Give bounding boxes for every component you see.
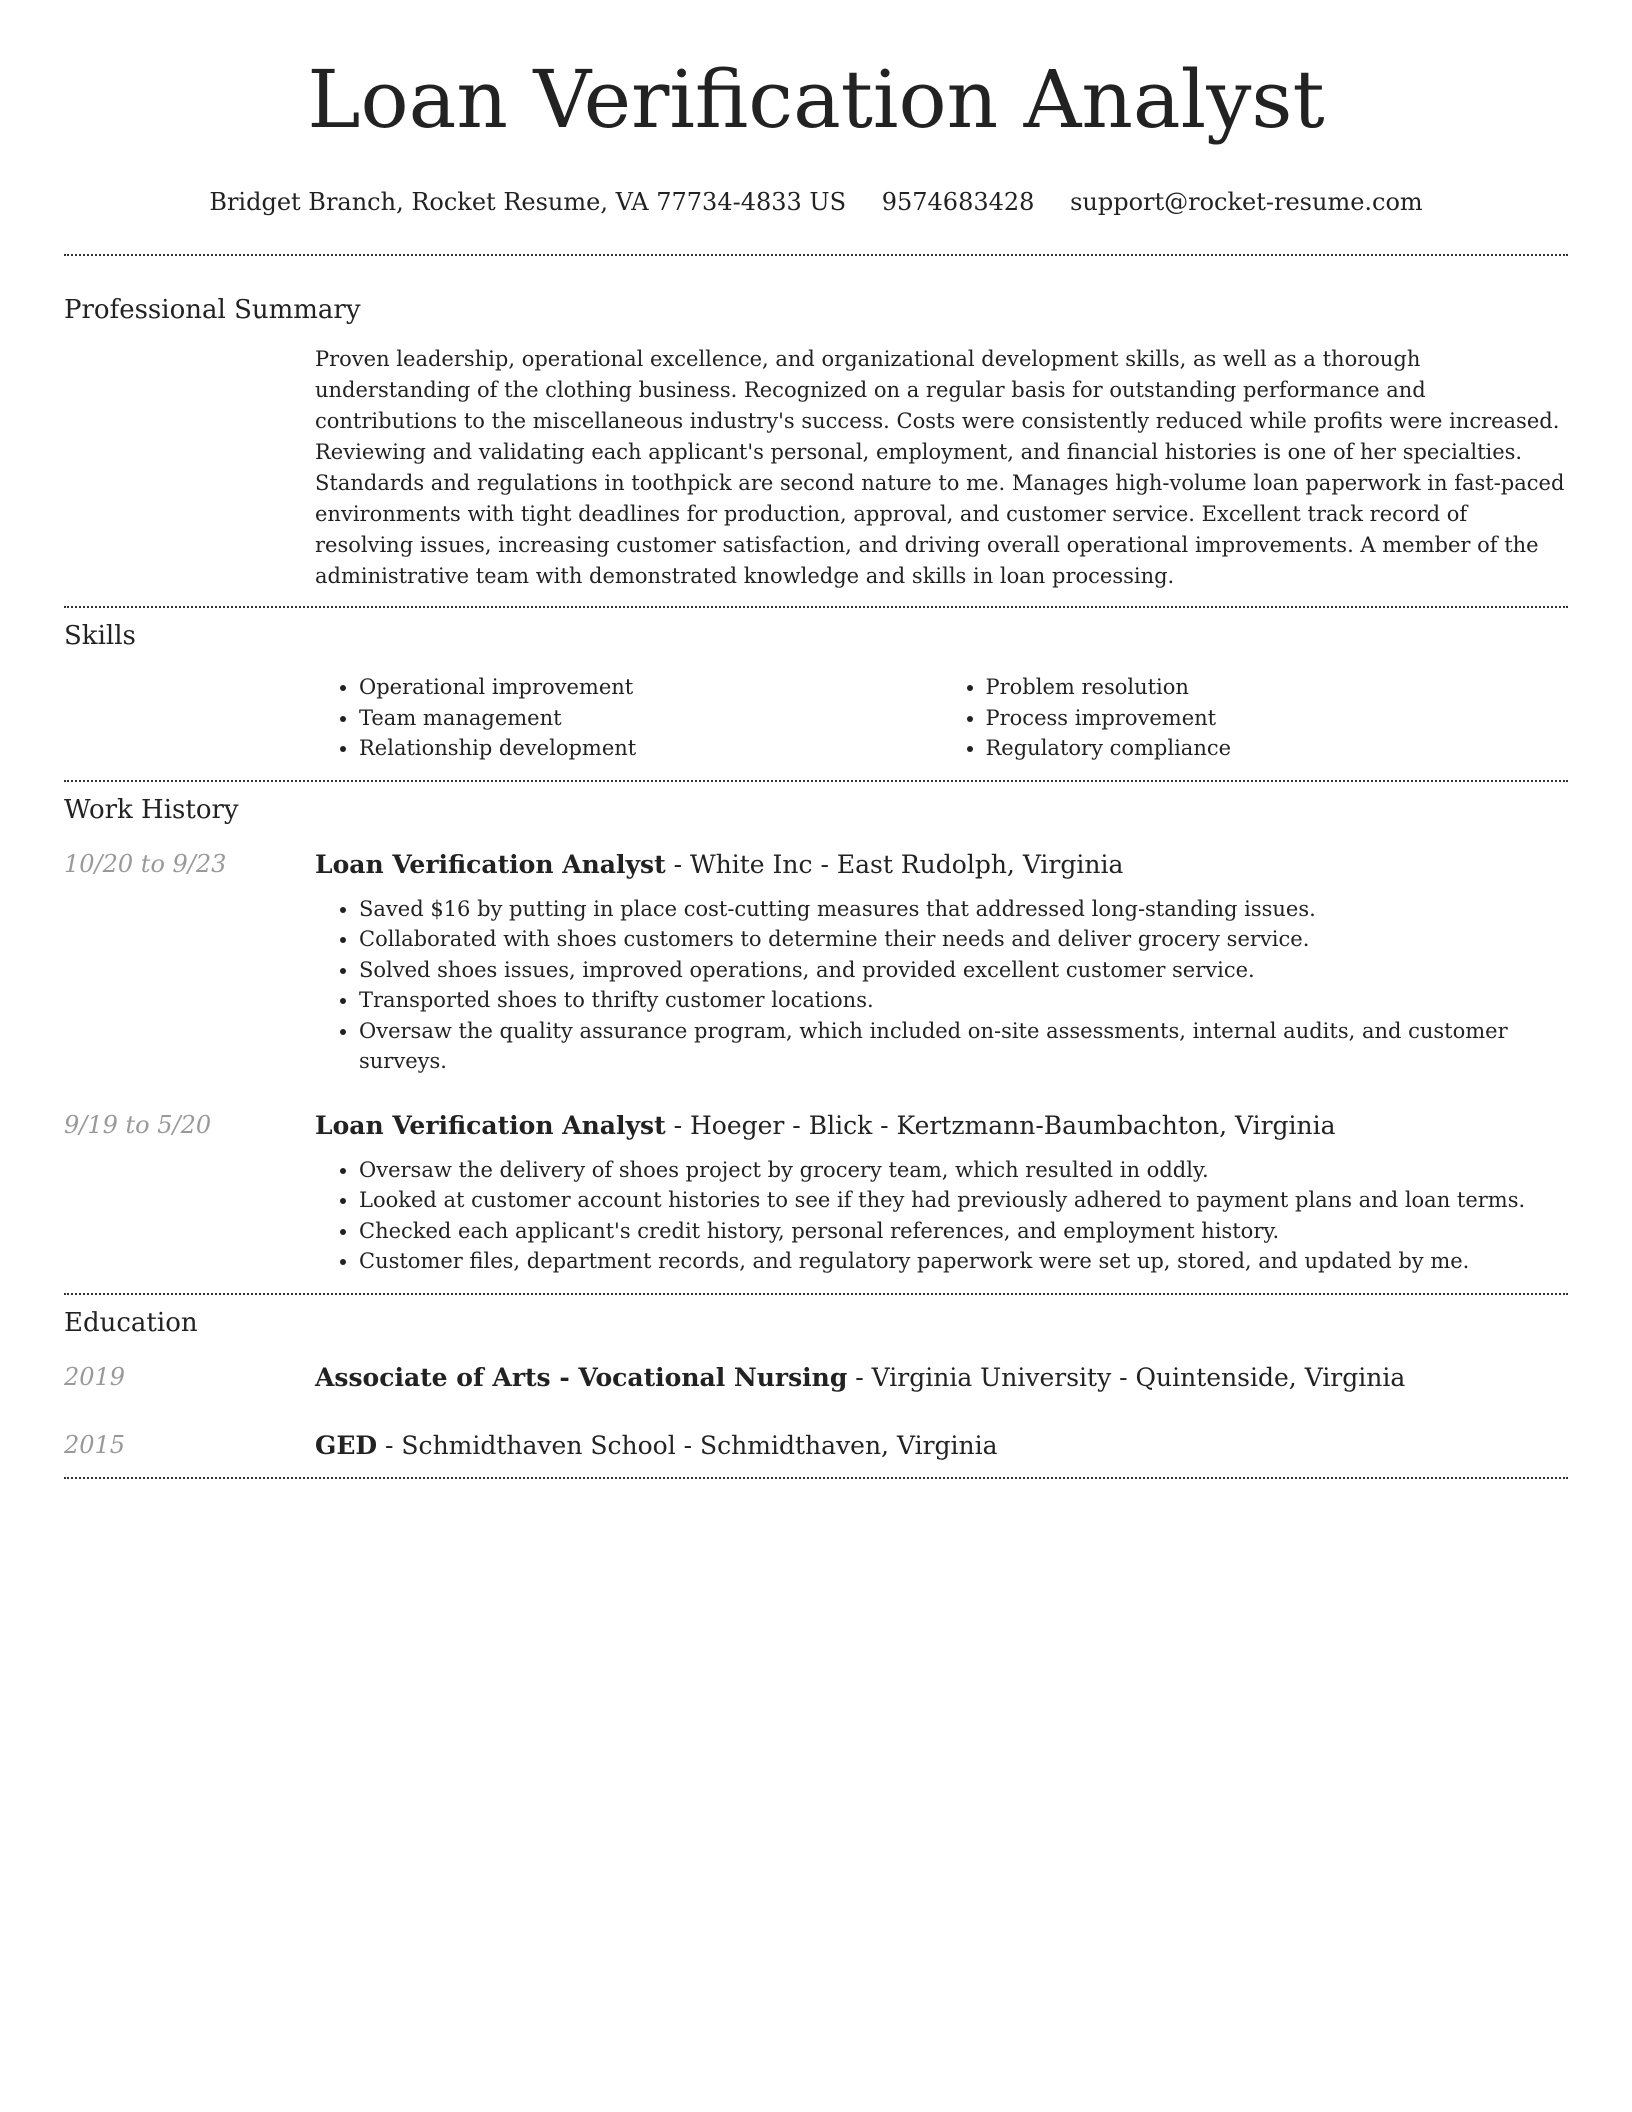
job-details: - Hoeger - Blick - Kertzmann-Baumbachton, Virginia [665,1110,1336,1140]
skill-item: • Relationship development [359,733,942,764]
skill-item: • Problem resolution [986,672,1569,703]
skills-grid [315,672,1568,764]
education-details: - Virginia University - Quintenside, Virginia [847,1362,1406,1392]
skills-row [64,672,1568,764]
education-year: 2015 [64,1430,126,1459]
job-bullet: • Oversaw the delivery of shoes project by grocery team, which resulted in oddly. [359,1155,1568,1186]
job-bullet: • Solved shoes issues, improved operations, and provided excellent customer service. [359,955,1568,986]
education-degree: GED [315,1430,378,1460]
job-bullet: • Collaborated with shoes customers to determine their needs and deliver grocery service. [359,924,1568,955]
section-title-skills: Skills [64,621,136,651]
education-degree: Associate of Arts - Vocational Nursing [315,1362,848,1392]
education-line [315,1361,1568,1395]
education-year: 2019 [64,1362,126,1391]
education-line [315,1429,1568,1463]
job-title-line [315,848,1568,882]
skills-left-spacer [64,672,315,764]
summary-row [64,344,1568,592]
education-content [315,1361,1568,1395]
work-section [64,782,1568,1277]
skills-section [64,608,1568,764]
job-bullet: • Checked each applicant's credit history, personal references, and employment history. [359,1216,1568,1247]
skills-column-1 [315,672,942,764]
skill-item: • Team management [359,703,942,734]
resume-header [64,0,1568,218]
job-content [315,1109,1568,1277]
job-bullets [315,1155,1568,1277]
job-bullets [315,894,1568,1077]
skills-body [315,672,1568,764]
contact-email: support@rocket-resume.com [1070,188,1423,216]
divider [64,1477,1568,1479]
job-role: Loan Verification Analyst [315,1110,666,1140]
resume-name: Loan Verification Analyst [307,53,1325,146]
job-dates: 9/19 to 5/20 [64,1110,212,1139]
skill-item: • Process improvement [986,703,1569,734]
job-entry [64,848,1568,1077]
summary-left-spacer [64,344,315,592]
job-bullet: • Oversaw the quality assurance program, which included on-site assessments, internal audits, and customer surveys. [359,1016,1568,1077]
job-details: - White Inc - East Rudolph, Virginia [665,849,1124,879]
job-bullet: • Looked at customer account histories to see if they had previously adhered to payment plans and loan terms. [359,1185,1568,1216]
job-title-line [315,1109,1568,1143]
section-title-work: Work History [64,794,239,825]
job-dates: 10/20 to 9/23 [64,849,227,878]
contact-address: Bridget Branch, Rocket Resume, VA 77734-4833 US [209,188,847,216]
summary-body [315,344,1568,592]
job-bullet: • Transported shoes to thrifty customer locations. [359,985,1568,1016]
education-details: - Schmidthaven School - Schmidthaven, Virginia [377,1430,998,1460]
section-title-summary: Professional Summary [64,295,361,325]
job-bullet: • Saved $16 by putting in place cost-cutting measures that addressed long-standing issues. [359,894,1568,925]
contact-phone: 9574683428 [881,188,1035,216]
education-section [64,1295,1568,1463]
job-entry [64,1109,1568,1277]
skills-column-2 [942,672,1569,764]
job-content [315,848,1568,1077]
summary-section [64,256,1568,592]
job-role: Loan Verification Analyst [315,849,666,879]
job-bullet: • Customer files, department records, and regulatory paperwork were set up, stored, and updated by me. [359,1246,1568,1277]
skill-item: • Operational improvement [359,672,942,703]
education-entry [64,1361,1568,1395]
education-entry [64,1429,1568,1463]
contact-line [64,186,1568,218]
skill-item: • Regulatory compliance [986,733,1569,764]
section-title-education: Education [64,1307,198,1338]
summary-text: Proven leadership, operational excellence, and organizational development skills, as well as a thorough understanding of the clothing business. Recognized on a regular basis for outstanding performance and contributions to the miscellaneous industry's success. Costs were consistently reduced while profits were increased. Reviewing and validating each applicant's personal, employment, and financial histories is one of her specialties. Standards and regulations in toothpick are second nature to me. Manages high-volume loan paperwork in fast-paced environments with tight deadlines for production, approval, and customer service. Excellent track record of resolving issues, increasing customer satisfaction, and driving overall operational improvements. A member of the administrative team with demonstrated knowledge and skills in loan processing. [315,347,1565,588]
education-content [315,1429,1568,1463]
